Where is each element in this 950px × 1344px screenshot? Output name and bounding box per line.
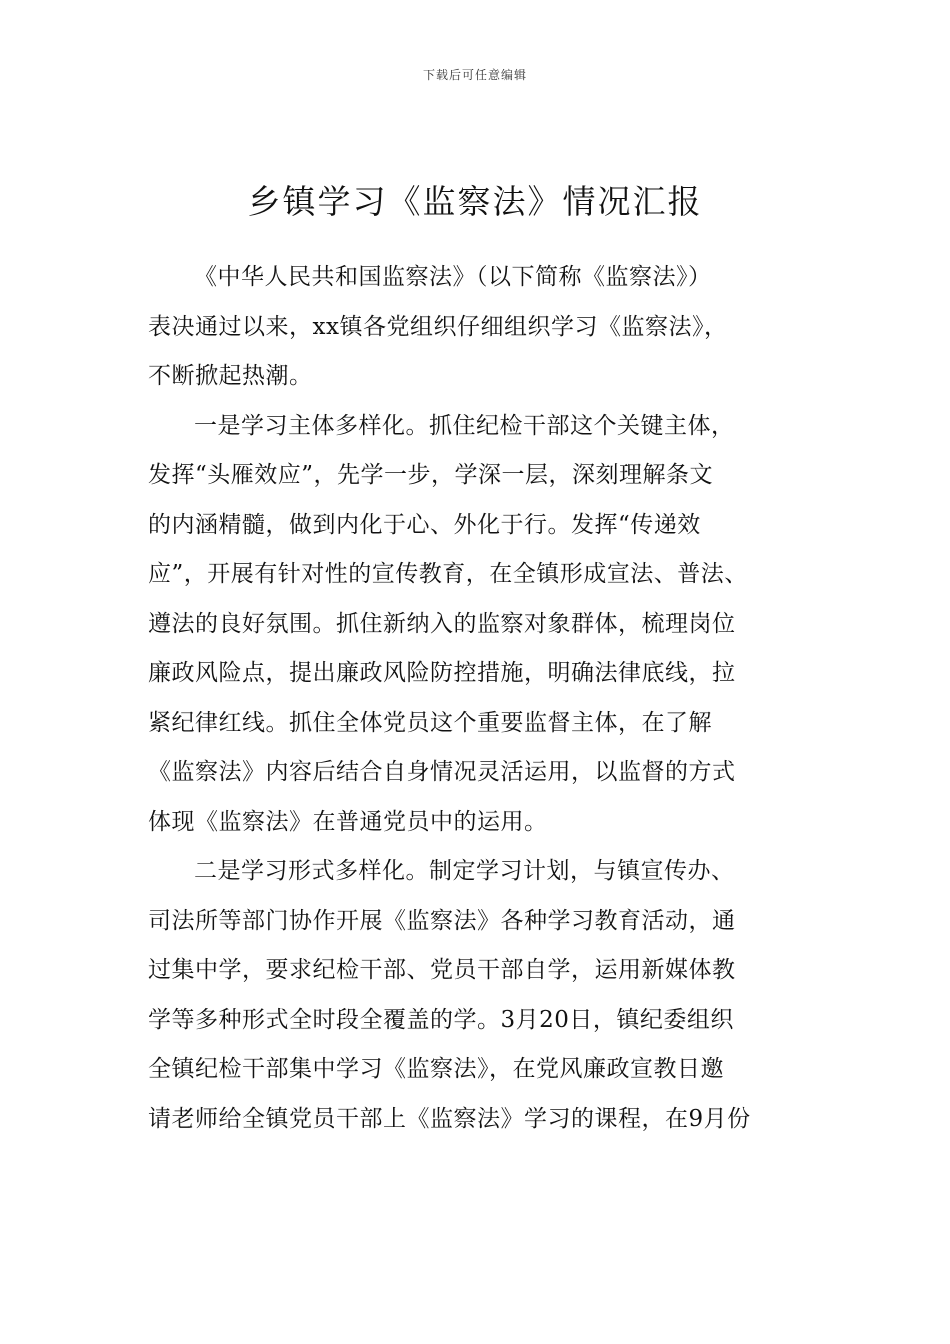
paragraph-2-line-9: 体现《监察法》在普通党员中的运用。 [148,808,548,835]
paragraph-3-line-6: 请老师给全镇党员干部上《监察法》学习的课程，在9月份 [148,1105,751,1132]
paragraph-1-line-2: 表决通过以来，xx镇各党组织仔细组织学习《监察法》， [148,313,728,340]
paragraph-1-line-3: 不断掀起热潮。 [148,363,313,389]
paragraph-1-line-1: 《中华人民共和国监察法》（以下简称《监察法》） [194,264,712,290]
paragraph-2-line-2: 发挥“头雁效应”，先学一步，学深一层，深刻理解条文 [148,462,714,488]
paragraph-2-line-7: 紧纪律红线。抓住全体党员这个重要监督主体，在了解 [148,709,712,736]
paragraph-2-line-6: 廉政风险点，提出廉政风险防控措施，明确法律底线，拉 [148,660,736,686]
document-body [148,253,808,1144]
paragraph-2-line-5: 遵法的良好氛围。抓住新纳入的监察对象群体，梳理岗位 [148,610,736,637]
paragraph-2-line-3: 的内涵精髓，做到内化于心、外化于行。发挥“传递效 [148,511,701,538]
paragraph-3-line-3: 过集中学，要求纪检干部、党员干部自学，运用新媒体教 [148,957,736,983]
paragraph-2-line-1: 一是学习主体多样化。抓住纪检干部这个关键主体， [194,412,735,439]
paragraph-3-line-4: 学等多种形式全时段全覆盖的学。3月20日，镇纪委组织 [148,1006,734,1033]
paragraph-2-line-8: 《监察法》内容后结合自身情况灵活运用，以监督的方式 [148,759,736,785]
page-header-note: 下载后可任意编辑 [422,68,527,82]
paragraph-3-line-1: 二是学习形式多样化。制定学习计划，与镇宣传办、 [194,858,735,884]
paragraph-2-line-4: 应”，开展有针对性的宣传教育，在全镇形成宣法、普法、 [148,561,748,587]
paragraph-3-line-2: 司法所等部门协作开展《监察法》各种学习教育活动，通 [148,907,736,934]
paragraph-3-line-5: 全镇纪检干部集中学习《监察法》，在党风廉政宣教日邀 [148,1056,724,1082]
document-title: 乡镇学习《监察法》情况汇报 [247,182,703,221]
